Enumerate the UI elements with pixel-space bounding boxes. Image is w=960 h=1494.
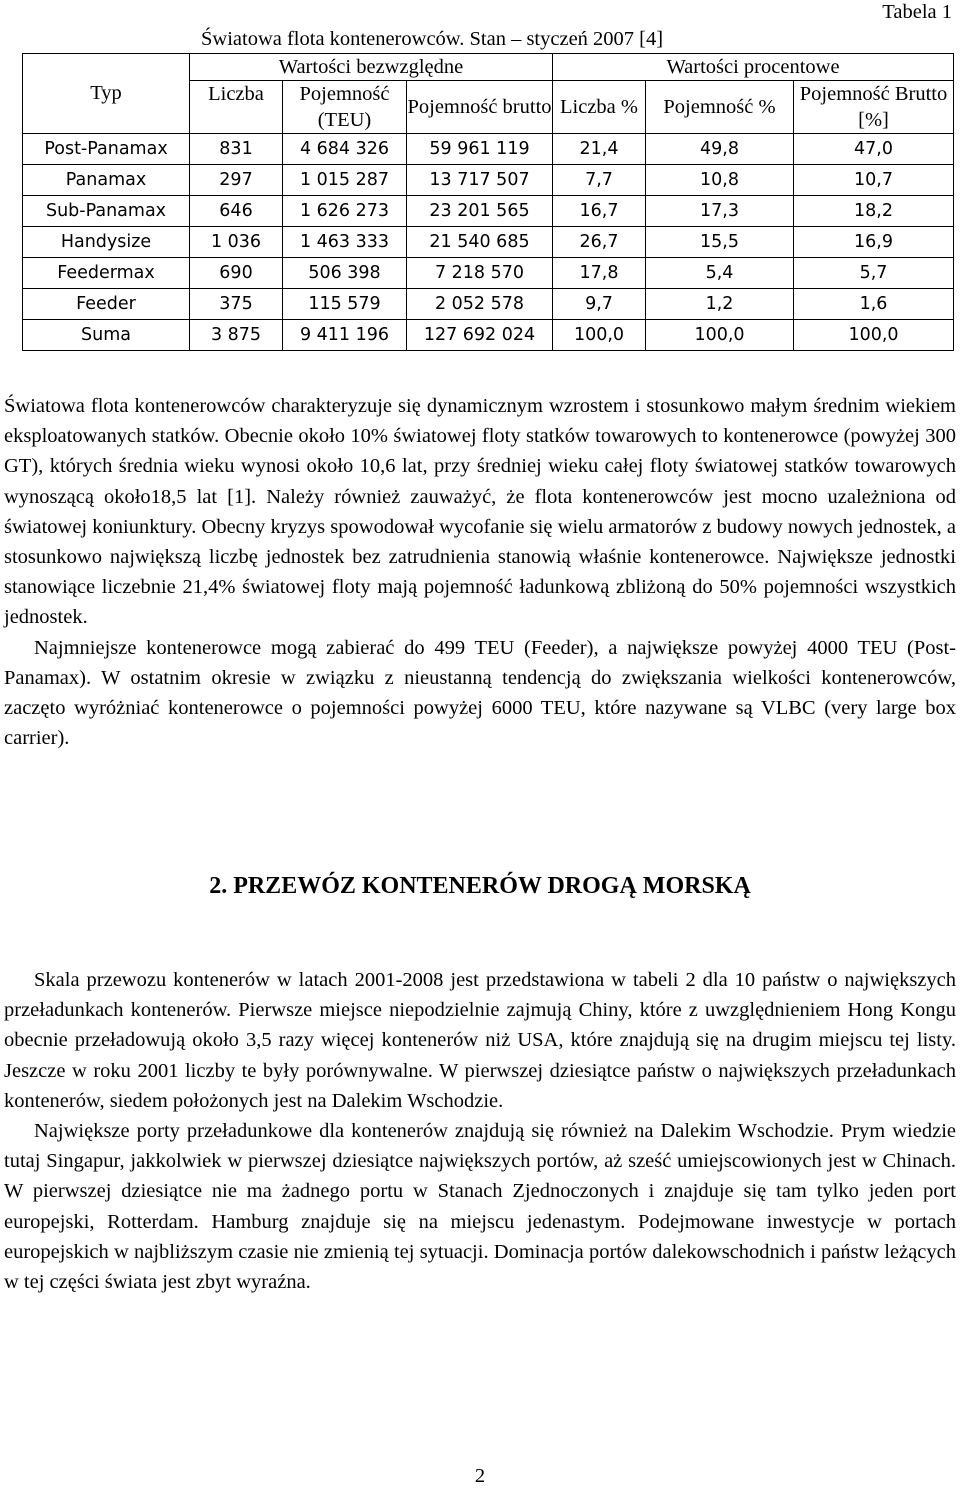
table-cell: 15,5: [646, 227, 794, 258]
table-cell: 646: [190, 196, 283, 227]
table-row: [23, 196, 954, 227]
table-cell-type: Panamax: [23, 165, 190, 196]
table-cell: 1,6: [794, 289, 954, 320]
table-cell-type: Handysize: [23, 227, 190, 258]
section-heading: 2. PRZEWÓZ KONTENERÓW DROGĄ MORSKĄ: [209, 873, 751, 899]
table-cell: 1 036: [190, 227, 283, 258]
table-cell: 127 692 024: [407, 320, 553, 351]
table-cell: 1 626 273: [283, 196, 407, 227]
column-header-count-percent: Liczba %: [553, 81, 646, 134]
table-body: [23, 134, 954, 351]
table-row: [23, 258, 954, 289]
column-header-type: Typ: [23, 54, 190, 134]
table-row: [23, 134, 954, 165]
table-group-header-row: [23, 54, 954, 81]
table-cell-type: Feeder: [23, 289, 190, 320]
table-cell: 7,7: [553, 165, 646, 196]
table-cell: 1 463 333: [283, 227, 407, 258]
table-cell: 690: [190, 258, 283, 289]
container-fleet-table: [22, 53, 954, 351]
table-cell: 10,7: [794, 165, 954, 196]
table-cell: 17,3: [646, 196, 794, 227]
column-header-gross-percent: Pojemność Brutto [%]: [794, 81, 954, 134]
table-cell: 21,4: [553, 134, 646, 165]
text-block-2: [4, 965, 956, 1297]
table-cell: 375: [190, 289, 283, 320]
paragraph: Największe porty przeładunkowe dla kontenerów znajdują się również na Dalekim Wschodzie. Prym wiedzie tutaj Singapur, jakkolwiek w pierwszej dziesiątce największych portów, aż sześć umiejscowionych jest w Chinach. W pierwszej dziesiątce nie ma żadnego portu w Stanach Zjednoczonych i znajduje się tam tylko jeden port europejski, Rotterdam. Hamburg znajduje się na miejscu jedenastym. Podejmowane inwestycje w portach europejskich w najbliższym czasie nie zmienią tej sytuacji. Dominacja portów dalekowschodnich i państw leżących w tej części świata jest zbyt wyraźna.: [4, 1120, 956, 1294]
table-cell: 100,0: [646, 320, 794, 351]
table-cell: 59 961 119: [407, 134, 553, 165]
table-cell: 49,8: [646, 134, 794, 165]
table-cell: 831: [190, 134, 283, 165]
group-header-absolute: Wartości bezwzględne: [190, 54, 553, 81]
paragraph: Światowa flota kontenerowców charakteryzuje się dynamicznym wzrostem i stosunkowo małym średnim wiekiem eksploatowanych statków. Obecnie około 10% światowej floty statków towarowych to kontenerowce (powyżej 300 GT), których średnia wieku wynosi około 10,6 lat, przy średniej wieku całej floty światowej statków towarowych wynoszącą około18,5 lat [1]. Należy również zauważyć, że flota kontenerowców jest mocno uzależniona od światowej koniunktury. Obecny kryzys spowodował wycofanie się wielu armatorów z budowy nowych jednostek, a stosunkowo największą liczbę jednostek bez zatrudnienia stanowią właśnie kontenerowce. Największe jednostki stanowiące liczebnie 21,4% światowej floty mają pojemność ładunkową zbliżoną do 50% pojemności wszystkich jednostek.: [4, 395, 956, 629]
table-cell: 23 201 565: [407, 196, 553, 227]
table-cell-type: Post-Panamax: [23, 134, 190, 165]
column-header-capacity-gross: Pojemność brutto: [407, 81, 553, 134]
table-cell: 16,9: [794, 227, 954, 258]
table-cell: 47,0: [794, 134, 954, 165]
table-cell-type: Sub-Panamax: [23, 196, 190, 227]
table-cell: 26,7: [553, 227, 646, 258]
table-cell: 4 684 326: [283, 134, 407, 165]
table-cell: 18,2: [794, 196, 954, 227]
table-row: [23, 165, 954, 196]
table-row: [23, 320, 954, 351]
table-cell: 100,0: [553, 320, 646, 351]
column-header-capacity-teu: Pojemność (TEU): [283, 81, 407, 134]
table-cell: 16,7: [553, 196, 646, 227]
table-label: Tabela 1: [882, 1, 952, 23]
table-row: [23, 289, 954, 320]
column-header-count: Liczba: [190, 81, 283, 134]
table-cell: 9,7: [553, 289, 646, 320]
page-number: 2: [474, 1465, 486, 1487]
text-block-1: [4, 391, 956, 753]
paragraph: Skala przewozu kontenerów w latach 2001-2008 jest przedstawiona w tabeli 2 dla 10 państw o największych przeładunkach kontenerów. Pierwsze miejsce niepodzielnie zajmują Chiny, które z uwzględnieniem Hong Kongu obecnie przeładowują około 3,5 razy więcej kontenerów niż USA, które znajdują się na drugim miejscu tej listy. Jeszcze w roku 2001 liczby te były porównywalne. W pierwszej dziesiątce państw o największych przeładunkach kontenerów, siedem położonych jest na Dalekim Wschodzie.: [4, 969, 956, 1112]
table-cell: 100,0: [794, 320, 954, 351]
table-cell: 7 218 570: [407, 258, 553, 289]
group-header-percent: Wartości procentowe: [553, 54, 954, 81]
table-row: [23, 227, 954, 258]
table-cell: 506 398: [283, 258, 407, 289]
table-cell: 1,2: [646, 289, 794, 320]
table-cell: 1 015 287: [283, 165, 407, 196]
table-cell-type: Suma: [23, 320, 190, 351]
column-header-capacity-percent: Pojemność %: [646, 81, 794, 134]
table-cell: 297: [190, 165, 283, 196]
table-cell: 5,4: [646, 258, 794, 289]
table-cell: 13 717 507: [407, 165, 553, 196]
table-cell: 10,8: [646, 165, 794, 196]
table-cell: 5,7: [794, 258, 954, 289]
table-cell: 9 411 196: [283, 320, 407, 351]
table-cell: 115 579: [283, 289, 407, 320]
paragraph: Najmniejsze kontenerowce mogą zabierać do 499 TEU (Feeder), a największe powyżej 4000 TEU (Post-Panamax). W ostatnim okresie w związku z nieustanną tendencją do zwiększania wielkości kontenerowców, zaczęto wyróżniać kontenerowce o pojemności powyżej 6000 TEU, które nazywane są VLBC (very large box carrier).: [4, 636, 956, 750]
table-caption: Światowa flota kontenerowców. Stan – styczeń 2007 [4]: [201, 28, 664, 50]
table-cell: 21 540 685: [407, 227, 553, 258]
table-cell: 3 875: [190, 320, 283, 351]
table-cell-type: Feedermax: [23, 258, 190, 289]
table-cell: 17,8: [553, 258, 646, 289]
table-cell: 2 052 578: [407, 289, 553, 320]
